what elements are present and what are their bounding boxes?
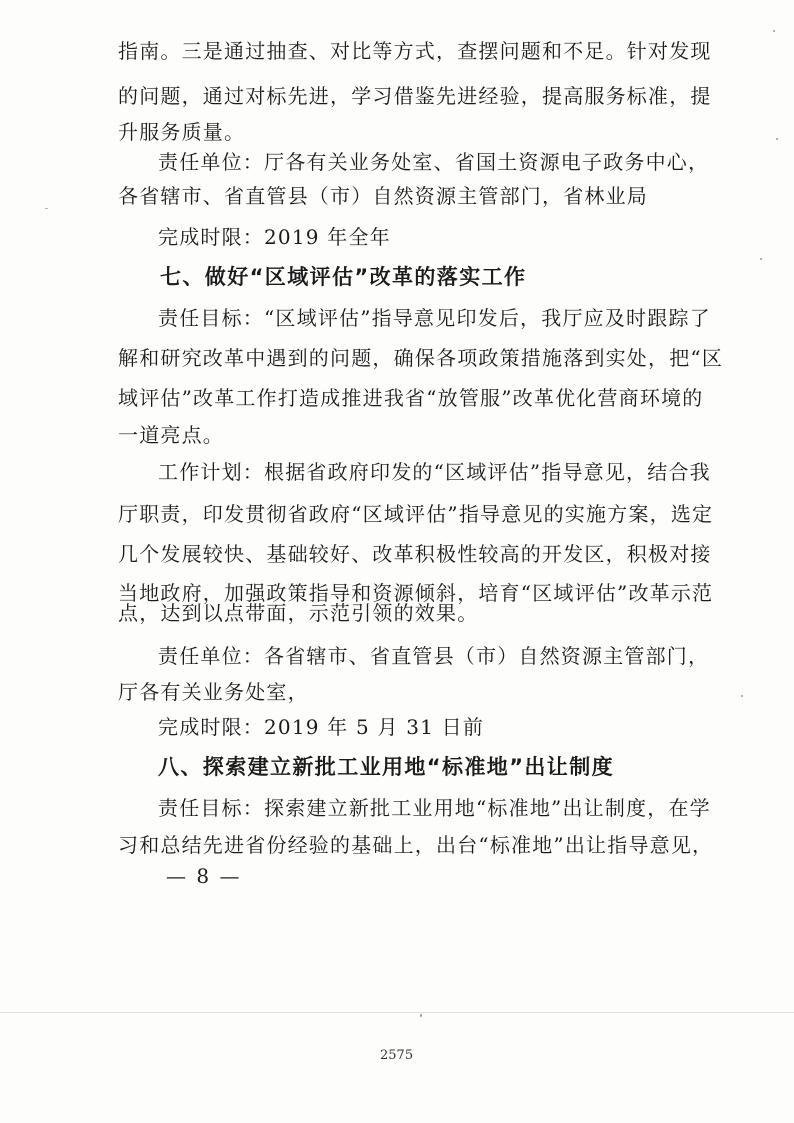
body-text-line: 指南。三是通过抽查、对比等方式，查摆问题和不足。针对发现: [118, 39, 712, 63]
body-text-line: 习和总结先进省份经验的基础上，出台“标准地”出让指导意见，: [118, 833, 714, 857]
body-text-line: 升服务质量。: [118, 120, 246, 144]
body-text-line: 当地政府，加强政策指导和资源倾斜，培育“区域评估”改革示范: [118, 581, 714, 605]
deadline-line: 完成时限：2019 年全年: [158, 225, 391, 249]
scan-speck: [773, 30, 775, 32]
deadline-line: 完成时限：2019 年 5 月 31 日前: [158, 715, 485, 739]
responsibility-target-line: 责任目标：“区域评估”指导意见印发后，我厅应及时跟踪了: [158, 306, 711, 330]
scan-speck: [741, 695, 743, 697]
scan-edge-divider: [0, 1012, 794, 1013]
scan-speck: [420, 1014, 422, 1017]
work-plan-line: 工作计划：根据省政府印发的“区域评估”指导意见，结合我: [158, 460, 711, 484]
body-text-line: 厅各有关业务处室，: [118, 680, 309, 704]
section-heading-7: 七、做好“区域评估”改革的落实工作: [160, 265, 527, 289]
scan-speck: [776, 138, 778, 140]
responsible-unit-line: 责任单位：各省辖市、省直管县（市）自然资源主管部门，: [158, 644, 710, 668]
body-text-line: 解和研究改革中遇到的问题，确保各项政策措施落到实处，把“区: [118, 346, 724, 370]
scan-speck: [45, 208, 48, 209]
responsible-unit-line: 责任单位：厅各有关业务处室、省国土资源电子政务中心，: [158, 150, 710, 174]
body-text-line: 几个发展较快、基础较好、改革积极性较高的开发区，积极对接: [118, 542, 712, 566]
body-text-line: 域评估”改革工作打造成推进我省“放管服”改革优化营商环境的: [118, 386, 704, 410]
body-text-line: 点，达到以点带面，示范引领的效果。: [118, 601, 479, 625]
scan-speck: [760, 258, 762, 260]
body-text-line: 的问题，通过对标先进，学习借鉴先进经验，提高服务标准，提: [118, 84, 712, 108]
body-text-line: 各省辖市、省直管县（市）自然资源主管部门，省林业局: [118, 184, 648, 208]
page-number: — 8 —: [166, 864, 242, 888]
section-heading-8: 八、探索建立新批工业用地“标准地”出让制度: [158, 755, 615, 779]
body-text-line: 厅职责，印发贯彻省政府“区域评估”指导意见的实施方案，选定: [118, 502, 714, 526]
responsibility-target-line: 责任目标：探索建立新批工业用地“标准地”出让制度，在学: [158, 796, 711, 820]
scan-number: 2575: [380, 1048, 414, 1063]
body-text-line: 一道亮点。: [118, 423, 224, 447]
